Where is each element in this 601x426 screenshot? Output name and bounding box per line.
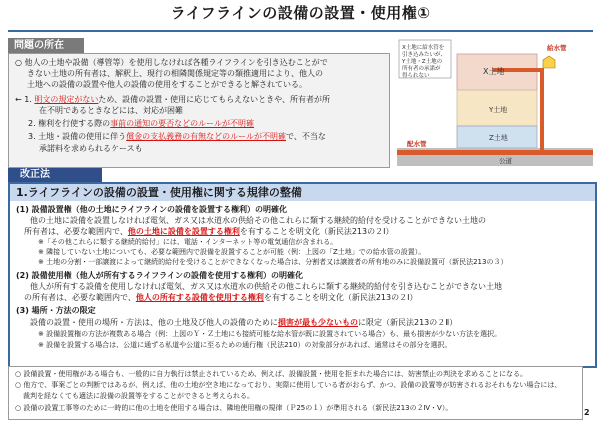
section-heading-1: 1.ライフラインの設備の設置・使用権に関する規律の整備 [10, 184, 595, 201]
issue-line-4 [28, 131, 326, 142]
note-1: ○ 設備設置・使用権がある場合も、一般的に自力執行は禁止されているため、例えば、設備設置・使用を拒まれた場合には、妨害禁止の判決を求めることになる。 [15, 370, 528, 378]
issue-line-4-post: で、不当な [286, 132, 326, 141]
issue-line-2-post: ため、設備の設置・使用に応じてもらえないときや、所有者が所 [98, 95, 330, 104]
issue-line-1a: ○ 他人の土地や設備（導管等）を使用しなければ各種ライフラインを引き込むことがで [15, 58, 328, 67]
z-land-label: Z土地 [489, 134, 508, 142]
issue-line-2 [15, 94, 330, 105]
issue-line-2b: 在不明であるときなどには、対応が困難 [39, 106, 183, 115]
subsection-3-note-2: ※ 設備を設置する場合は、公道に通ずる私道や公道に至るための通行権（民法210）の対象部分があれば、通常はその部分を選択。 [38, 341, 452, 349]
note-2-cont: 裁判を経なくても適法に設備の設置等をすることができると考えられる。 [23, 392, 254, 400]
subsection-1-line-2 [24, 226, 393, 237]
subsection-1-note-1: ※「その他これらに類する継続的給付」には、電話・インターネット等の電気通信が含まれる。 [38, 238, 338, 246]
subsection-3-line-1 [30, 317, 457, 328]
subsection-2-line-2 [24, 292, 417, 303]
subsection-2-heading: (2) 設備使用権（他人が所有するライフラインの設備を使用する権利）の明確化 [16, 271, 303, 280]
land-diagram [397, 38, 593, 166]
section-tag-issue: 問題の所在 [8, 38, 84, 53]
issue-line-3-pre: 2. 権利を行使する際の [28, 119, 111, 128]
callout-text-2: 引き込みたいが、 [402, 52, 447, 58]
y-land-label: Y土地 [489, 106, 508, 114]
issue-line-3-red: 事前の通知の要否などのルールが不明確 [110, 119, 255, 128]
note-2: ○ 他方で、事案ごとの判断ではあるが、例えば、他の土地が空き地になっており、実際に使用している者がおらず、かつ、設備の設置等が妨害されるおそれもない場合には、 [15, 381, 562, 389]
callout-text-1: X土地に給水管を [402, 45, 445, 51]
issue-line-4-red: 償金の支払義務の有無などのルールが不明確 [126, 132, 287, 141]
supplementary-notes-box [8, 366, 583, 420]
issue-line-3 [28, 118, 254, 129]
callout-text-3: Y土地・Z土地の [402, 59, 443, 65]
subsection-2-line-2-pre: の所有者は、必要な範囲内で、 [24, 293, 136, 302]
subsection-3-line-1-post: に限定（新民法213の２Ⅱ） [358, 318, 458, 327]
subsection-2-line-2-red: 他人の所有する設備を使用する権利 [135, 293, 264, 302]
subsection-1-line-2-post: を有することを明文化（新民法213の２Ⅰ） [239, 227, 394, 236]
amendment-box [8, 182, 597, 368]
subsection-1-note-3: ※ 土地の分割・一部譲渡によって継続的給付を受けることができなくなった場合は、分割者又は譲渡者の所有地のみに設備設置可（新民法213の３） [38, 258, 508, 266]
subsection-1-line-1: 他の土地に設備を設置しなければ電気、ガス又は水道水の供給その他これらに類する継続的給付を受けることができない土地の [30, 216, 486, 225]
water-main-pipe [397, 150, 593, 155]
subsection-1-line-2-red: 他の土地に設備を設置する権利 [127, 227, 240, 236]
service-pipe [540, 68, 544, 152]
title-divider [8, 30, 593, 32]
x-land-label: X土地 [483, 67, 505, 76]
service-pipe-label: 給水管 [547, 44, 567, 52]
page-number: 2 [584, 408, 590, 417]
subsection-1-line-2-pre: 所有者は、必要な範囲内で、 [24, 227, 128, 236]
issue-line-1c: 土地への設備の設置や他人の設備の使用をすることができると解されている。 [27, 80, 307, 89]
callout-text-4: 所有者の承諾が [402, 66, 441, 72]
subsection-1-note-2: ※ 隣接していない土地についても、必要な範囲内で設備を設置することが可能（例：上図の「Z土地」での給水管の設置）。 [38, 248, 426, 256]
subsection-3-note-1: ※ 設備設置権の方法が複数ある場合（例：上図のＹ・Ｚ土地にも接続可能な給水管が既に設置されている場合）も、最も損害が少ない方法を選択。 [38, 330, 502, 338]
issue-box [8, 53, 390, 168]
page-title: ライフラインの設備の設置・使用権① [170, 4, 431, 22]
subsection-2-line-1: 他人が所有する設備を使用しなければ電気、ガス又は水道水の供給その他これらに類する継続的給付を引き込むことができない土地 [30, 282, 502, 291]
subsection-2-line-2-post: を有することを明文化（新民法213の２Ⅰ） [263, 293, 418, 302]
section-tag-amendment: 改正法 [8, 168, 102, 182]
road-label: 公道 [499, 157, 512, 165]
subsection-3-line-1-red: 損害が最も少ないもの [278, 318, 358, 327]
issue-line-4-pre: 3. 土地・設備の使用に伴う [28, 132, 127, 141]
issue-line-1b: きない土地の所有者は、解釈上、現行の相隣関係規定等の類推適用により、他人の [27, 69, 323, 78]
water-main-label: 配水管 [407, 140, 427, 148]
issue-line-2-red: 明文の規定がない [34, 95, 99, 104]
callout-text-5: 得られない [402, 73, 430, 79]
subsection-3-line-1-pre: 設備の設置・使用の場所・方法は、他の土地及び他人の設備のために [30, 318, 278, 327]
note-3: ○ 設備の設置工事等のために一時的に他の土地を使用する場合は、隣地使用権の規律（Ｐ25の１）が準用される（新民法213の２Ⅳ・Ⅴ）。 [15, 404, 453, 412]
subsection-3-heading: (3) 場所・方法の限定 [16, 306, 96, 315]
issue-line-4b: 承諾料を求められるケースも [39, 144, 143, 153]
issue-line-2-pre: ← 1. [15, 95, 35, 104]
subsection-1-heading: (1) 設備設置権（他の土地にライフラインの設備を設置する権利）の明確化 [16, 205, 287, 214]
